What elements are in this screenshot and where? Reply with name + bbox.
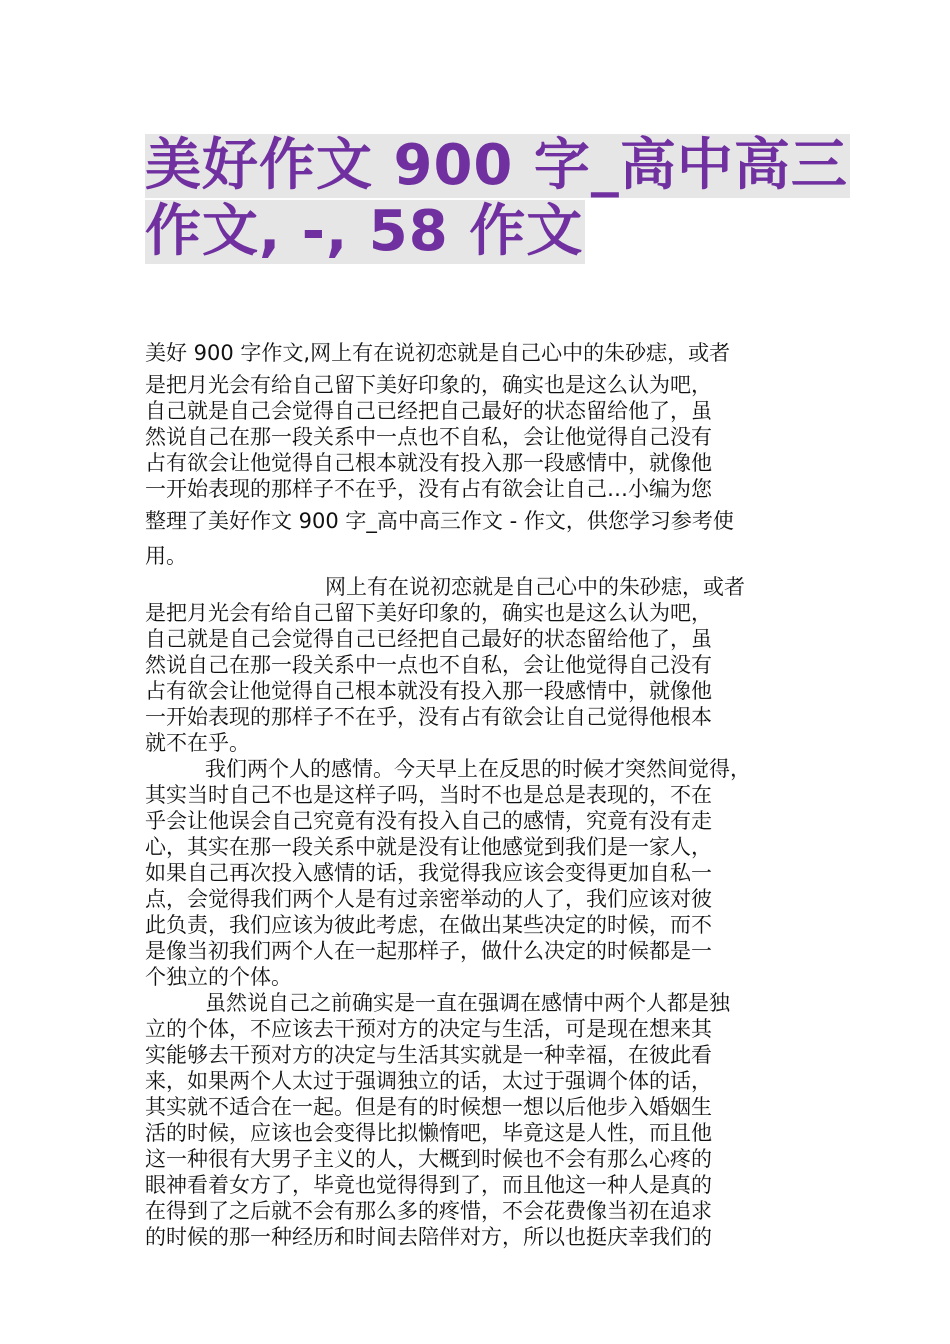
body-line: 此负责，我们应该为彼此考虑，在做出某些决定的时候，而不 bbox=[145, 913, 712, 937]
body-line: 的时候的那一种经历和时间去陪伴对方，所以也挺庆幸我们的 bbox=[145, 1225, 712, 1249]
body-line: 乎会让他误会自己究竟有没有投入自己的感情，究竟有没有走 bbox=[145, 809, 712, 833]
body-line: 然说自己在那一段关系中一点也不自私，会让他觉得自己没有 bbox=[145, 653, 712, 677]
body-line: 虽然说自己之前确实是一直在强调在感情中两个人都是独 bbox=[205, 991, 730, 1015]
body-line: 心，其实在那一段关系中就是没有让他感觉到我们是一家人， bbox=[145, 835, 712, 859]
intro-summary bbox=[145, 334, 805, 573]
body-line: 网上有在说初恋就是自己心中的朱砂痣，或者 bbox=[325, 575, 745, 599]
body-line: 是把月光会有给自己留下美好印象的，确实也是这么认为吧， bbox=[145, 601, 712, 625]
intro-line: 整理了美好作文 900 字_高中高三作文 - 作文，供您学习参考使 bbox=[145, 509, 734, 533]
body-line: 这一种很有大男子主义的人，大概到时候也不会有那么心疼的 bbox=[145, 1147, 712, 1171]
body-line: 占有欲会让他觉得自己根本就没有投入那一段感情中，就像他 bbox=[145, 679, 712, 703]
intro-line: 用。 bbox=[145, 544, 187, 568]
document-title bbox=[145, 133, 848, 266]
body-line: 个独立的个体。 bbox=[145, 965, 292, 989]
body-line: 在得到了之后就不会有那么多的疼惜，不会花费像当初在追求 bbox=[145, 1199, 712, 1223]
intro-line: 自己就是自己会觉得自己已经把自己最好的状态留给他了，虽 bbox=[145, 399, 712, 423]
title-line-2: 作文, -, 58 作文 bbox=[145, 199, 584, 264]
body-line: 其实当时自己不也是这样子吗，当时不也是总是表现的，不在 bbox=[145, 783, 712, 807]
body-line: 一开始表现的那样子不在乎，没有占有欲会让自己觉得他根本 bbox=[145, 705, 712, 729]
body-line: 是像当初我们两个人在一起那样子，做什么决定的时候都是一 bbox=[145, 939, 712, 963]
article-body bbox=[145, 574, 810, 1250]
body-line: 立的个体，不应该去干预对方的决定与生活，可是现在想来其 bbox=[145, 1017, 712, 1041]
body-line: 实能够去干预对方的决定与生活其实就是一种幸福，在彼此看 bbox=[145, 1043, 712, 1067]
intro-line: 一开始表现的那样子不在乎，没有占有欲会让自己…小编为您 bbox=[145, 477, 712, 501]
intro-line: 占有欲会让他觉得自己根本就没有投入那一段感情中，就像他 bbox=[145, 451, 712, 475]
title-line-1: 美好作文 900 字_高中高三 bbox=[145, 133, 848, 198]
body-line: 其实就不适合在一起。但是有的时候想一想以后他步入婚姻生 bbox=[145, 1095, 712, 1119]
intro-line: 是把月光会有给自己留下美好印象的，确实也是这么认为吧， bbox=[145, 373, 712, 397]
body-line: 来，如果两个人太过于强调独立的话，太过于强调个体的话， bbox=[145, 1069, 712, 1093]
intro-line: 然说自己在那一段关系中一点也不自私，会让他觉得自己没有 bbox=[145, 425, 712, 449]
body-line: 活的时候，应该也会变得比拟懒惰吧，毕竟这是人性，而且他 bbox=[145, 1121, 712, 1145]
body-line: 眼神看着女方了，毕竟也觉得得到了，而且他这一种人是真的 bbox=[145, 1173, 712, 1197]
body-line: 如果自己再次投入感情的话，我觉得我应该会变得更加自私一 bbox=[145, 861, 712, 885]
body-line: 我们两个人的感情。今天早上在反思的时候才突然间觉得， bbox=[205, 757, 751, 781]
body-line: 自己就是自己会觉得自己已经把自己最好的状态留给他了，虽 bbox=[145, 627, 712, 651]
body-line: 就不在乎。 bbox=[145, 731, 250, 755]
intro-line: 美好 900 字作文,网上有在说初恋就是自己心中的朱砂痣，或者 bbox=[145, 341, 731, 365]
body-line: 点，会觉得我们两个人是有过亲密举动的人了，我们应该对彼 bbox=[145, 887, 712, 911]
